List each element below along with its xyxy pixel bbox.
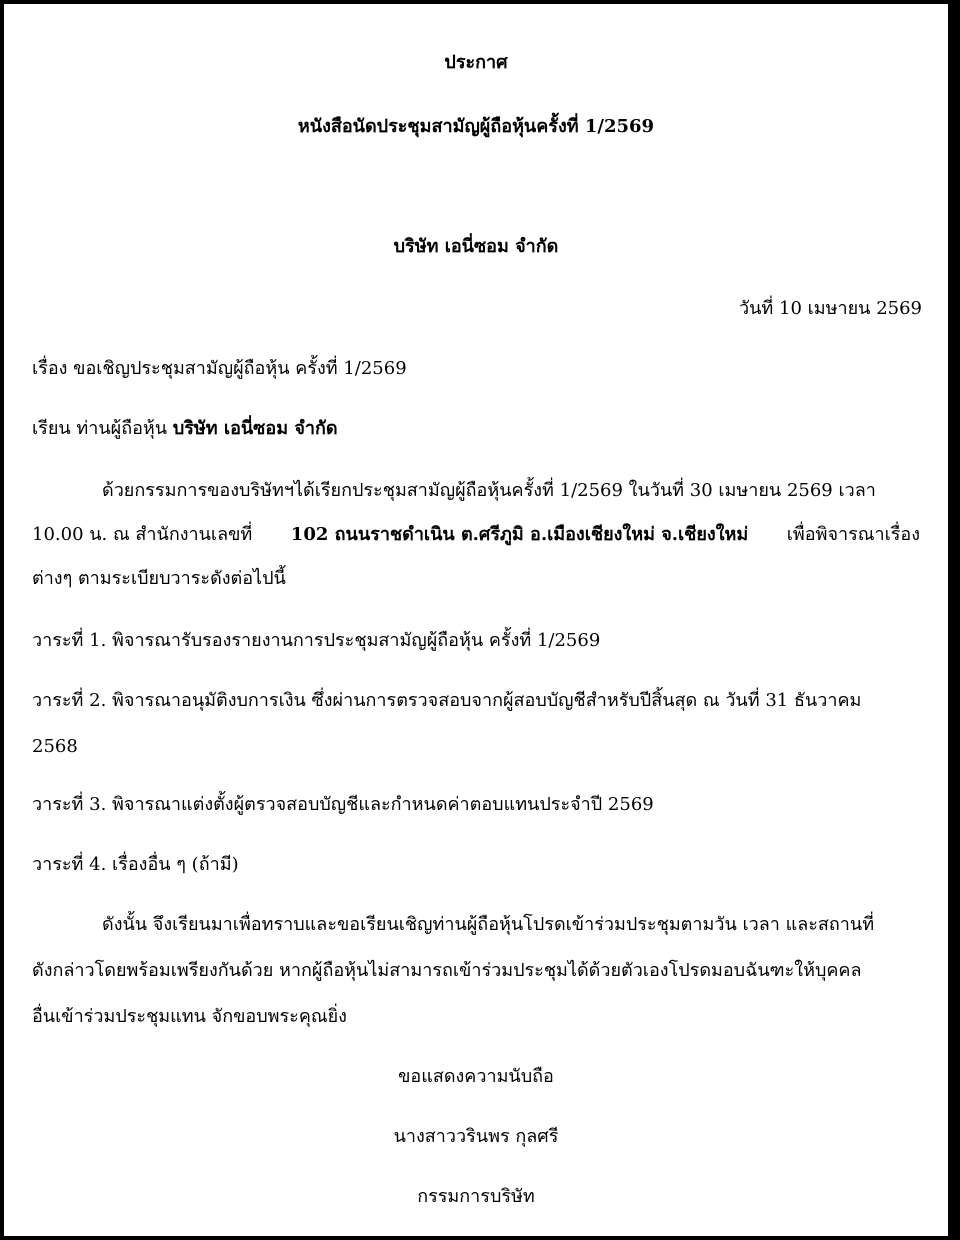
- agenda-item-4: วาระที่ 4. เรื่องอื่น ๆ (ถ้ามี): [32, 854, 239, 875]
- intro-address: 102 ถนนราชดำเนิน ต.ศรีภูมิ อ.เมืองเชียงใหม่ จ.เชียงใหม่: [290, 524, 749, 545]
- agenda-item-1: วาระที่ 1. พิจารณารับรองรายงานการประชุมสามัญผู้ถือหุ้น ครั้งที่ 1/2569: [32, 630, 601, 651]
- intro-line-2-start: 10.00 น. ณ สำนักงานเลขที่: [32, 524, 253, 545]
- agenda-item-3: วาระที่ 3. พิจารณาแต่งตั้งผู้ตรวจสอบบัญชีและกำหนดค่าตอบแทนประจำปี 2569: [32, 794, 654, 815]
- signature-regards: ขอแสดงความนับถือ: [398, 1066, 554, 1087]
- company-name: บริษัท เอนี่ซอม จำกัด: [393, 236, 559, 257]
- closing-line-2: ดังกล่าวโดยพร้อมเพรียงกันด้วย หากผู้ถือหุ้นไม่สามารถเข้าร่วมประชุมได้ด้วยตัวเองโปรดมอบฉันฑะให้บุคคล: [32, 960, 862, 981]
- date-line: วันที่ 10 เมษายน 2569: [739, 298, 922, 319]
- notice-title: หนังสือนัดประชุมสามัญผู้ถือหุ้นครั้งที่ 1/2569: [297, 116, 655, 137]
- intro-line-2: [32, 524, 920, 546]
- closing-line-3: อื่นเข้าร่วมประชุมแทน จักขอบพระคุณยิ่ง: [32, 1006, 347, 1027]
- closing-line-1: ดังนั้น จึงเรียนมาเพื่อทราบและขอเรียนเชิญท่านผู้ถือหุ้นโปรดเข้าร่วมประชุมตามวัน เวลา และสถานที่: [102, 914, 875, 935]
- subject-line: เรื่อง ขอเชิญประชุมสามัญผู้ถือหุ้น ครั้งที่ 1/2569: [32, 358, 407, 379]
- salutation-line: [32, 418, 338, 440]
- document-page: [4, 4, 948, 1236]
- salutation-prefix: เรียน ท่านผู้ถือหุ้น: [32, 418, 173, 439]
- signature-position: กรรมการบริษัท: [417, 1186, 535, 1207]
- intro-line-1: ด้วยกรรมการของบริษัทฯได้เรียกประชุมสามัญผู้ถือหุ้นครั้งที่ 1/2569 ในวันที่ 30 เมษายน 2569 เวลา: [102, 480, 876, 501]
- signature-name: นางสาววรินพร กุลศรี: [393, 1126, 559, 1147]
- intro-line-3: ต่างๆ ตามระเบียบวาระดังต่อไปนี้: [32, 568, 286, 589]
- agenda-item-2-continued: 2568: [32, 736, 78, 757]
- announcement-heading: ประกาศ: [444, 52, 508, 73]
- salutation-company: บริษัท เอนี่ซอม จำกัด: [172, 418, 338, 439]
- agenda-item-2: วาระที่ 2. พิจารณาอนุมัติงบการเงิน ซึ่งผ่านการตรวจสอบจากผู้สอบบัญชีสำหรับปีสิ้นสุด ณ วันที่ 31 ธันวาคม: [32, 690, 862, 711]
- intro-line-2-end: เพื่อพิจารณาเรื่อง: [786, 524, 920, 545]
